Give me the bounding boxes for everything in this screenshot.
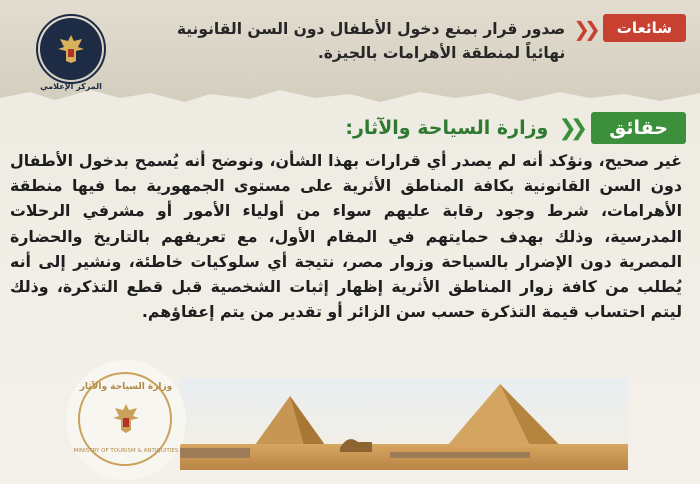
ministry-tourism-seal: [66, 360, 186, 480]
pyramids-photo: [180, 378, 628, 470]
seal-english-label: MINISTRY OF TOURISM & ANTIQUITIES: [73, 448, 179, 454]
seal-arabic-label: وزارة السياحة والآثار: [79, 382, 173, 392]
cabinet-media-center-logo: [36, 14, 106, 98]
facts-source: وزارة السياحة والآثار:: [345, 117, 549, 139]
facts-tag: حقائق: [591, 112, 686, 144]
facts-header: [345, 112, 686, 144]
chevrons-icon: ❮❮: [573, 17, 595, 41]
chevrons-green-icon: ❮❮: [558, 115, 582, 141]
facts-body: غير صحيح، ونؤكد أنه لم يصدر أي قرارات بهذا الشأن، ونوضح أنه يُسمح بدخول الأطفال دون السن القانونية بكافة المناطق الأثرية على مستوى الجمهورية بما فيها منطقة الأهرامات، شرط وجود رقابة عليهم سواء من أولياء الأمور أو مشرفي الرحلات المدرسية، وذلك بهدف حمايتهم في المقام الأول، مع تعريفهم بالتاريخ والحضارة المصرية دون الإضرار بالسياحة وزوار مصر، نتيجة أي سلوكيات خاطئة، ونشير إلى أنه يُطلب من كافة زوار المناطق الأثرية إظهار إثبات الشخصية قبل قطع التذكرة، وذلك ليتم احتساب قيمة التذكرة حسب سن الزائر أو تقدير من يتم إعفاؤهم.: [10, 151, 682, 322]
logo-emblem: [40, 18, 102, 80]
rumor-text: صدور قرار بمنع دخول الأطفال دون السن القانونية نهائياً لمنطقة الأهرامات بالجيزة.: [176, 20, 566, 62]
rumor-section: [145, 14, 686, 65]
rumor-tag: شائعات: [603, 14, 686, 42]
pyramids-illustration: [180, 378, 628, 470]
eagle-icon: [56, 33, 86, 65]
logo-line-3: المركز الإعلامي: [40, 82, 102, 91]
eagle-seal-icon: [112, 402, 140, 436]
